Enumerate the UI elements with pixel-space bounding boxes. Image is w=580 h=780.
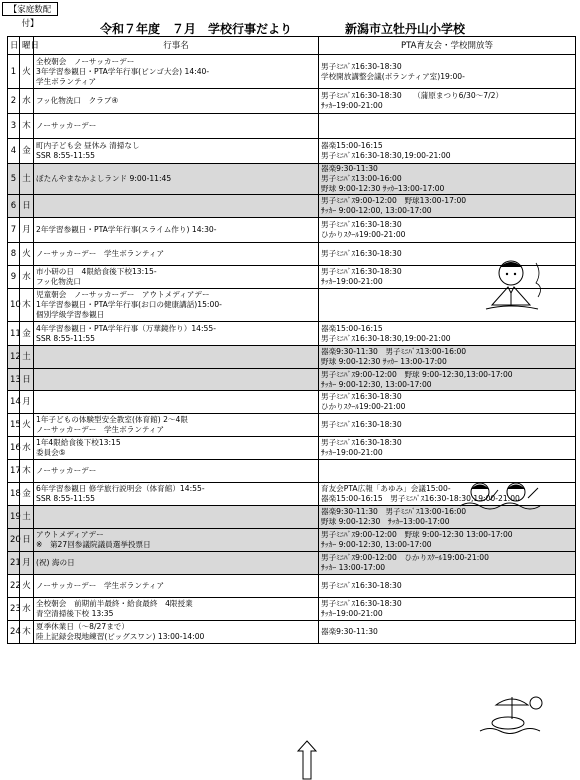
event-line: SSR 8:55-11:55 bbox=[36, 151, 96, 160]
weekday-cell: 火 bbox=[20, 414, 34, 437]
pta-line: ｻｯｶｰ19:00-21:00 bbox=[321, 277, 383, 286]
weekday-cell: 月 bbox=[20, 391, 34, 414]
day-cell: 14 bbox=[8, 391, 20, 414]
events-cell bbox=[34, 437, 319, 460]
day-cell: 6 bbox=[8, 195, 20, 218]
weekday-cell: 金 bbox=[20, 139, 34, 164]
weekday-cell: 火 bbox=[20, 575, 34, 598]
children-swimming-illustration bbox=[458, 478, 548, 514]
event-line: ノーサッカーデー 学生ボランティア bbox=[36, 425, 165, 434]
pta-line: 男子ﾐﾆﾊﾞｽ16:30-18:30,19:00-21:00 bbox=[321, 333, 451, 343]
pta-cell bbox=[319, 391, 576, 414]
weekday-header: 曜日 bbox=[20, 37, 34, 55]
pta-cell bbox=[319, 575, 576, 598]
events-cell bbox=[34, 529, 319, 552]
event-line: 4年学習参観日・PTA学年行事（万華鏡作り）14:55- bbox=[36, 323, 216, 333]
events-cell bbox=[34, 195, 319, 218]
pta-line: 男子ﾐﾆﾊﾞｽ16:30-18:30 bbox=[321, 267, 402, 276]
pta-line: ひかりｽｸｰﾙ19:00-21:00 bbox=[321, 230, 406, 239]
day-cell: 12 bbox=[8, 346, 20, 369]
event-line: 青空清掃後下校 13:35 bbox=[36, 609, 114, 618]
pta-line: 男子ﾐﾆﾊﾞｽ16:30-18:30 bbox=[321, 61, 402, 71]
pta-line: 男子ﾐﾆﾊﾞｽ16:30-18:30 bbox=[321, 392, 402, 401]
event-line: (祝) 海の日 bbox=[36, 558, 75, 567]
pta-cell bbox=[319, 89, 576, 114]
pta-line: 器楽9:30-11:30 bbox=[321, 164, 378, 173]
day-cell: 13 bbox=[8, 369, 20, 391]
pta-header: PTA育友会・学校開放等 bbox=[319, 37, 576, 55]
school-name: 新潟市立牡丹山小学校 bbox=[345, 22, 466, 36]
pta-line: 男子ﾐﾆﾊﾞｽ16:30-18:30 bbox=[321, 220, 402, 229]
weekday-cell: 水 bbox=[20, 89, 34, 114]
pta-line: 男子ﾐﾆﾊﾞｽ13:00-16:00 bbox=[321, 174, 402, 183]
pta-line: 男子ﾐﾆﾊﾞｽ16:30-18:30 bbox=[321, 581, 402, 590]
day-header: 日 bbox=[8, 37, 20, 55]
weekday-cell: 木 bbox=[20, 289, 34, 322]
event-line: ノーサッカーデー 学生ボランティア bbox=[36, 249, 165, 258]
weekday-cell: 水 bbox=[20, 266, 34, 289]
day-cell: 2 bbox=[8, 89, 20, 114]
pta-line: 器楽9:30-11:30 男子ﾐﾆﾊﾞｽ13:00-16:00 bbox=[321, 507, 467, 516]
pta-line: 男子ﾐﾆﾊﾞｽ16:30-18:30,19:00-21:00 bbox=[321, 151, 451, 160]
pta-cell bbox=[319, 598, 576, 621]
event-line: フッ化物洗口 bbox=[36, 277, 82, 286]
pta-cell bbox=[319, 139, 576, 164]
pta-line: ｻｯｶｰ19:00-21:00 bbox=[321, 448, 383, 457]
events-cell bbox=[34, 89, 319, 114]
weekday-cell: 火 bbox=[20, 243, 34, 266]
page-title: 令和７年度 ７月 学校行事だより bbox=[100, 22, 293, 36]
pta-cell bbox=[319, 346, 576, 369]
day-cell: 16 bbox=[8, 437, 20, 460]
pta-cell bbox=[319, 529, 576, 552]
event-line: ノーサッカーデー bbox=[36, 466, 97, 475]
day-cell: 17 bbox=[8, 460, 20, 483]
pta-line: 野球 9:00-12:30 ｻｯｶｰ13:00-17:00 bbox=[321, 517, 450, 526]
event-line: 全校朝会 ノーサッカーデー bbox=[36, 56, 135, 66]
table-row bbox=[8, 55, 576, 89]
events-cell bbox=[34, 322, 319, 346]
event-line: 町内子ども会 昼休み 清掃なし bbox=[36, 141, 140, 150]
weekday-cell: 月 bbox=[20, 552, 34, 575]
day-cell: 5 bbox=[8, 164, 20, 195]
pta-cell bbox=[319, 55, 576, 89]
day-cell: 10 bbox=[8, 289, 20, 322]
pta-cell bbox=[319, 437, 576, 460]
event-line: ノーサッカーデー 学生ボランティア bbox=[36, 581, 165, 590]
pta-line: 男子ﾐﾆﾊﾞｽ16:30-18:30 bbox=[321, 249, 402, 258]
pta-line: 器楽9:30-11:30 男子ﾐﾆﾊﾞｽ13:00-16:00 bbox=[321, 347, 467, 356]
events-cell bbox=[34, 55, 319, 89]
events-cell bbox=[34, 575, 319, 598]
events-cell bbox=[34, 289, 319, 322]
day-cell: 11 bbox=[8, 322, 20, 346]
events-header: 行事名 bbox=[34, 37, 319, 55]
table-row bbox=[8, 139, 576, 164]
event-line: ぼたんやまなかよしランド 9:00-11:45 bbox=[36, 174, 172, 183]
table-row bbox=[8, 414, 576, 437]
table-row bbox=[8, 195, 576, 218]
table-row bbox=[8, 218, 576, 243]
weekday-cell: 土 bbox=[20, 506, 34, 529]
table-row bbox=[8, 164, 576, 195]
day-cell: 7 bbox=[8, 218, 20, 243]
table-row bbox=[8, 575, 576, 598]
table-row bbox=[8, 437, 576, 460]
schedule-body bbox=[8, 55, 576, 644]
event-line: 学生ボランティア bbox=[36, 76, 97, 86]
pta-line: ｻｯｶｰ 9:00-12:30, 13:00-17:00 bbox=[321, 540, 432, 549]
event-line: SSR 8:55-11:55 bbox=[36, 494, 96, 503]
day-cell: 22 bbox=[8, 575, 20, 598]
table-row bbox=[8, 529, 576, 552]
table-row bbox=[8, 346, 576, 369]
events-cell bbox=[34, 243, 319, 266]
events-cell bbox=[34, 391, 319, 414]
header-row bbox=[8, 37, 576, 55]
pta-line: 野球 9:00-12:30 ｻｯｶｰ13:00-17:00 bbox=[321, 184, 445, 193]
event-line: 夏季休業日（～8/27まで） bbox=[36, 622, 129, 631]
event-line: 市小研の日 4限給食後下校13:15- bbox=[36, 267, 157, 276]
pta-cell bbox=[319, 369, 576, 391]
pta-line: 男子ﾐﾆﾊﾞｽ9:00-12:00 野球13:00-17:00 bbox=[321, 196, 467, 205]
event-line: 3年学習参観日・PTA学年行事(ビンゴ大会) 14:40- bbox=[36, 66, 210, 76]
day-cell: 24 bbox=[8, 621, 20, 644]
weekday-cell: 土 bbox=[20, 164, 34, 195]
pta-line: 男子ﾐﾆﾊﾞｽ16:30-18:30 bbox=[321, 599, 402, 608]
events-cell bbox=[34, 483, 319, 506]
table-row bbox=[8, 621, 576, 644]
day-cell: 9 bbox=[8, 266, 20, 289]
events-cell bbox=[34, 139, 319, 164]
pta-line: 男子ﾐﾆﾊﾞｽ16:30-18:30 （蒲原まつり6/30～7/2） bbox=[321, 91, 504, 100]
pta-cell bbox=[319, 621, 576, 644]
weekday-cell: 水 bbox=[20, 437, 34, 460]
event-line: SSR 8:55-11:55 bbox=[36, 333, 96, 343]
pta-line: 男子ﾐﾆﾊﾞｽ9:00-12:00 野球 9:00-12:30 13:00-17:00 bbox=[321, 530, 513, 539]
pta-line: ｻｯｶｰ 13:00-17:00 bbox=[321, 563, 386, 572]
event-line: 委員会⑤ bbox=[36, 448, 66, 457]
day-cell: 23 bbox=[8, 598, 20, 621]
weekday-cell: 月 bbox=[20, 218, 34, 243]
pta-cell bbox=[319, 195, 576, 218]
child-reading-illustration bbox=[478, 253, 548, 313]
pta-line: ｻｯｶｰ19:00-21:00 bbox=[321, 609, 383, 618]
day-cell: 15 bbox=[8, 414, 20, 437]
up-arrow-icon bbox=[296, 739, 318, 779]
table-row bbox=[8, 322, 576, 346]
events-cell bbox=[34, 552, 319, 575]
pta-line: ｻｯｶｰ 9:00-12:00, 13:00-17:00 bbox=[321, 206, 432, 215]
events-cell bbox=[34, 598, 319, 621]
events-cell bbox=[34, 369, 319, 391]
weekday-cell: 金 bbox=[20, 483, 34, 506]
event-line: ノーサッカーデー bbox=[36, 121, 97, 130]
pta-cell bbox=[319, 414, 576, 437]
event-line: 児童朝会 ノーサッカーデー アウトメディアデー bbox=[36, 290, 210, 299]
events-cell bbox=[34, 114, 319, 139]
event-line: 6年学習参観日 修学旅行説明会（体育館）14:55- bbox=[36, 484, 205, 493]
pta-line: 器楽15:00-16:15 bbox=[321, 323, 383, 333]
day-cell: 8 bbox=[8, 243, 20, 266]
weekday-cell: 日 bbox=[20, 369, 34, 391]
weekday-cell: 水 bbox=[20, 598, 34, 621]
event-line: 1年学習参観日・PTA学年行事(お口の健康講話)15:00- bbox=[36, 300, 222, 309]
events-cell bbox=[34, 621, 319, 644]
events-cell bbox=[34, 218, 319, 243]
pta-cell bbox=[319, 552, 576, 575]
table-row bbox=[8, 552, 576, 575]
pta-cell bbox=[319, 114, 576, 139]
pta-line: 育友会PTA広報「あゆみ」会議15:00- bbox=[321, 484, 451, 493]
event-line: フッ化物洗口 クラブ④ bbox=[36, 96, 119, 105]
pta-line: 器楽9:30-11:30 bbox=[321, 627, 378, 636]
table-row bbox=[8, 598, 576, 621]
pta-line: 学校開放講整会議(ボランティア室)19:00- bbox=[321, 71, 465, 81]
weekday-cell: 日 bbox=[20, 195, 34, 218]
weekday-cell: 火 bbox=[20, 55, 34, 89]
pta-line: 男子ﾐﾆﾊﾞｽ16:30-18:30 bbox=[321, 438, 402, 447]
day-cell: 18 bbox=[8, 483, 20, 506]
pta-line: 男子ﾐﾆﾊﾞｽ16:30-18:30 bbox=[321, 420, 402, 429]
event-line: ※ 第27回参議院議員選挙投票日 bbox=[36, 540, 151, 549]
event-line: 2年学習参観日・PTA学年行事(スライム作り) 14:30- bbox=[36, 225, 217, 234]
table-row bbox=[8, 391, 576, 414]
day-cell: 1 bbox=[8, 55, 20, 89]
pta-cell bbox=[319, 322, 576, 346]
day-cell: 4 bbox=[8, 139, 20, 164]
day-cell: 21 bbox=[8, 552, 20, 575]
beach-float-illustration bbox=[478, 693, 548, 735]
day-cell: 19 bbox=[8, 506, 20, 529]
events-cell bbox=[34, 506, 319, 529]
event-line: 全校朝会 前期前半最終・給食最終 4限授業 bbox=[36, 599, 193, 608]
events-cell bbox=[34, 460, 319, 483]
day-cell: 3 bbox=[8, 114, 20, 139]
pta-line: 男子ﾐﾆﾊﾞｽ9:00-12:00 ひかりｽｸｰﾙ19:00-21:00 bbox=[321, 553, 489, 562]
weekday-cell: 木 bbox=[20, 114, 34, 139]
pta-cell bbox=[319, 164, 576, 195]
event-line: 1年子どもの体験型安全教室(体育館) 2～4限 bbox=[36, 415, 188, 424]
distribution-tag: 【家庭数配付】 bbox=[2, 2, 58, 16]
weekday-cell: 木 bbox=[20, 460, 34, 483]
event-line: アウトメディアデー bbox=[36, 530, 104, 539]
pta-line: 器楽15:00-16:15 男子ﾐﾆﾊﾞｽ16:30-18:30,19:00-21:00 bbox=[321, 494, 520, 503]
pta-line: ｻｯｶｰ19:00-21:00 bbox=[321, 101, 383, 110]
weekday-cell: 金 bbox=[20, 322, 34, 346]
events-cell bbox=[34, 266, 319, 289]
table-row bbox=[8, 369, 576, 391]
pta-line: 野球 9:00-12:30 ｻｯｶｰ 13:00-17:00 bbox=[321, 357, 447, 366]
weekday-cell: 土 bbox=[20, 346, 34, 369]
events-cell bbox=[34, 164, 319, 195]
pta-line: ひかりｽｸｰﾙ19:00-21:00 bbox=[321, 402, 406, 411]
events-cell bbox=[34, 346, 319, 369]
schedule-table bbox=[7, 36, 576, 644]
day-cell: 20 bbox=[8, 529, 20, 552]
table-row bbox=[8, 114, 576, 139]
table-row bbox=[8, 89, 576, 114]
pta-line: 男子ﾐﾆﾊﾞｽ9:00-12:00 野球 9:00-12:30,13:00-17:00 bbox=[321, 369, 513, 379]
pta-line: 器楽15:00-16:15 bbox=[321, 141, 383, 150]
event-line: 陸上記録会現地練習(ビッグスワン) 13:00-14:00 bbox=[36, 632, 205, 641]
weekday-cell: 木 bbox=[20, 621, 34, 644]
pta-line: ｻｯｶｰ 9:00-12:30, 13:00-17:00 bbox=[321, 379, 432, 389]
pta-cell bbox=[319, 218, 576, 243]
weekday-cell: 日 bbox=[20, 529, 34, 552]
event-line: 個別学級学習参観日 bbox=[36, 310, 105, 319]
event-line: 1年4限給食後下校13:15 bbox=[36, 438, 121, 447]
events-cell bbox=[34, 414, 319, 437]
